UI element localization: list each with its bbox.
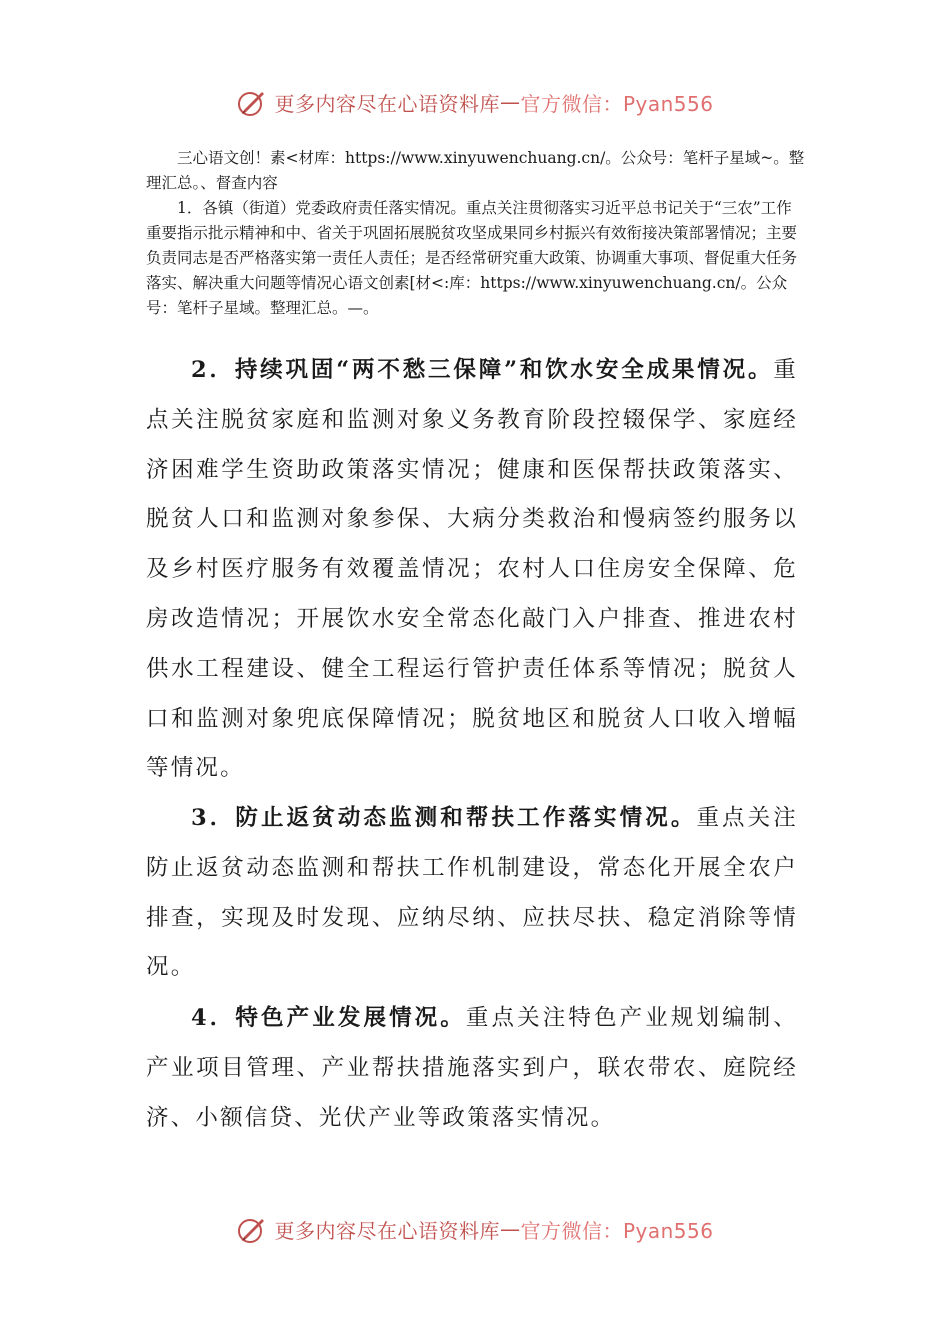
header-banner: [0, 86, 950, 118]
banner-dash: —: [499, 1217, 521, 1241]
section-2-heading: 2．持续巩固“两不愁三保障”和饮水安全成果情况。: [191, 357, 774, 383]
section-3: [146, 794, 798, 993]
section-2-body: 重点关注脱贫家庭和监测对象义务教育阶段控辍保学、家庭经济困难学生资助政策落实情况；健康和医保帮扶政策落实、脱贫人口和监测对象参保、大病分类救治和慢病签约服务以及乡村医疗服务有效覆盖情况；农村人口住房安全保障、危房改造情况；开展饮水安全常态化敲门入户排查、推进农村供水工程建设、健全工程运行管护责任体系等情况；脱贫人口和监测对象兜底保障情况；脱贫地区和脱贫人口收入增幅等情况。: [146, 357, 798, 782]
footer-banner: [0, 1213, 950, 1245]
intro-line: 三心语文创！素<材库：https://www.xinyuwenchuang.cn/。公众号：笔杆子星域~。整理汇总。、督查内容: [146, 149, 805, 192]
banner-wechat-text: 官方微信：Pyan556: [520, 1218, 714, 1243]
section-4-heading: 4．特色产业发展情况。: [191, 1005, 466, 1031]
section-3-body: 重点关注防止返贫动态监测和帮扶工作机制建设，常态化开展全农户排查，实现及时发现、应纳尽纳、应扶尽扶、稳定消除等情况。: [146, 805, 798, 981]
section-4: [146, 994, 798, 1143]
pen-logo-icon: [236, 86, 268, 118]
pen-logo-icon: [236, 1213, 268, 1245]
banner-dash: —: [499, 90, 521, 114]
banner-main-text: 更多内容尽在心语资料库: [274, 1218, 500, 1243]
intro-block: [146, 146, 806, 321]
section-2: [146, 346, 798, 794]
banner-main-text: 更多内容尽在心语资料库: [274, 91, 500, 116]
banner-wechat-text: 官方微信：Pyan556: [520, 91, 714, 116]
section-3-heading: 3．防止返贫动态监测和帮扶工作落实情况。: [191, 805, 697, 831]
intro-item-1: 1．各镇（街道）党委政府责任落实情况。重点关注贯彻落实习近平总书记关于“三农”工作重要指示批示精神和中、省关于巩固拓展脱贫攻坚成果同乡村振兴有效衔接决策部署情况；主要负责同志是否严格落实第一责任人责任；是否经常研究重大政策、协调重大事项、督促重大任务落实、解决重大问题等情况心语文创素[材<:库：https://www.xinyuwenchuang.cn/。公众号：笔杆子星域。整理汇总。—。: [146, 199, 798, 317]
section-4-body: 重点关注特色产业规划编制、产业项目管理、产业帮扶措施落实到户，联农带农、庭院经济、小额信贷、光伏产业等政策落实情况。: [146, 1005, 798, 1131]
